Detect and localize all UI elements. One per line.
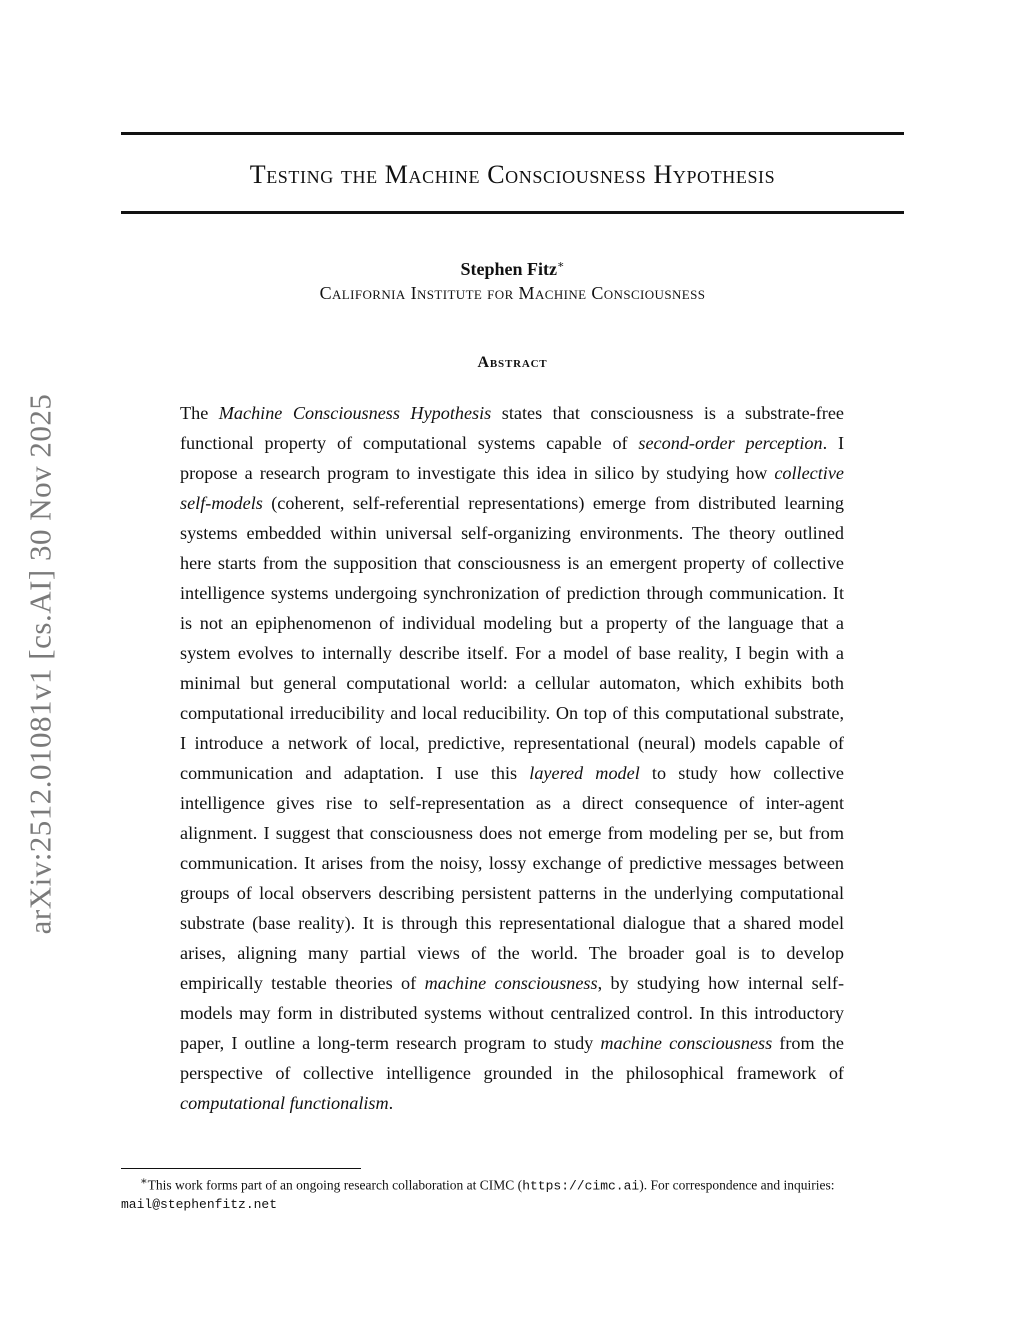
paper-title: Testing the Machine Consciousness Hypothesis bbox=[249, 160, 776, 189]
abstract-heading: Abstract bbox=[477, 354, 548, 371]
abstract-text: , by studying how internal self-models may form in distributed systems without centralized control. In this introductory paper, I outline a long-term research program to study bbox=[180, 973, 844, 1053]
abstract-emphasis: machine consciousness bbox=[424, 973, 598, 993]
email-link[interactable]: mail@stephenfitz.net bbox=[121, 1196, 278, 1212]
author-block bbox=[121, 258, 904, 304]
footnote-text: This work forms part of an ongoing research collaboration at CIMC ( bbox=[147, 1177, 523, 1193]
abstract-emphasis: machine consciousness bbox=[600, 1033, 773, 1053]
abstract-emphasis: second-order perception bbox=[638, 433, 823, 453]
abstract-text: . I propose a research program to investigate this idea in silico by studying how bbox=[180, 433, 845, 483]
cimc-link[interactable]: https://cimc.ai bbox=[522, 1178, 640, 1194]
abstract-emphasis: layered model bbox=[529, 763, 640, 783]
footnote-lead bbox=[121, 1175, 148, 1193]
abstract-emphasis: Machine Consciousness Hypothesis bbox=[218, 403, 492, 423]
abstract-text: The bbox=[180, 403, 219, 423]
footnote-text: ). For correspondence and inquiries: bbox=[639, 1177, 835, 1193]
arxiv-sidebar bbox=[18, 372, 62, 956]
author-name bbox=[121, 258, 904, 280]
arxiv-identifier: arXiv:2512.01081v1 [cs.AI] 30 Nov 2025 bbox=[22, 393, 58, 935]
abstract-body bbox=[180, 398, 844, 1118]
footnote-rule bbox=[121, 1168, 361, 1169]
author-affiliation: California Institute for Machine Consciousness bbox=[319, 283, 706, 303]
abstract-text: . bbox=[388, 1093, 394, 1113]
title-top-rule bbox=[121, 132, 904, 135]
abstract-text: states that consciousness is a substrate-free functional property of computational systems capable of bbox=[180, 403, 844, 453]
author-name-text: Stephen Fitz bbox=[460, 259, 557, 279]
abstract-text: to study how collective intelligence gives rise to self-representation as a direct consequence of inter-agent alignment. I suggest that consciousness does not emerge from modeling per se, but from communication. It arises from the noisy, lossy exchange of predictive messages between groups of local observers describing persistent patterns in the underlying computational substrate (base reality). It is through this representational dialogue that a shared model arises, aligning many partial views of the world. The broader goal is to develop empirically testable theories of bbox=[180, 763, 845, 993]
footnote bbox=[121, 1173, 904, 1213]
abstract-emphasis: collective self-models bbox=[180, 463, 844, 513]
title-bottom-rule bbox=[121, 211, 904, 214]
abstract-text: (coherent, self-referential representations) emerge from distributed learning systems embedded within universal self-organizing environments. The theory outlined here starts from the supposition that consciousness is an emergent property of collective intelligence systems undergoing synchronization of prediction through communication. It is not an epiphenomenon of individual modeling but a property of the language that a system evolves to internally describe itself. For a model of base reality, I begin with a minimal but general computational world: a cellular automaton, which exhibits both computational irreducibility and local reducibility. On top of this computational substrate, I introduce a network of local, predictive, representational (neural) models capable of communication and adaptation. I use this bbox=[180, 493, 844, 783]
author-footnote-mark: ∗ bbox=[557, 259, 565, 271]
abstract-text: from the perspective of collective intelligence grounded in the philosophical framework of bbox=[180, 1033, 844, 1083]
abstract-emphasis: computational functionalism bbox=[180, 1093, 389, 1113]
footnote-mark: ∗ bbox=[140, 1175, 148, 1187]
